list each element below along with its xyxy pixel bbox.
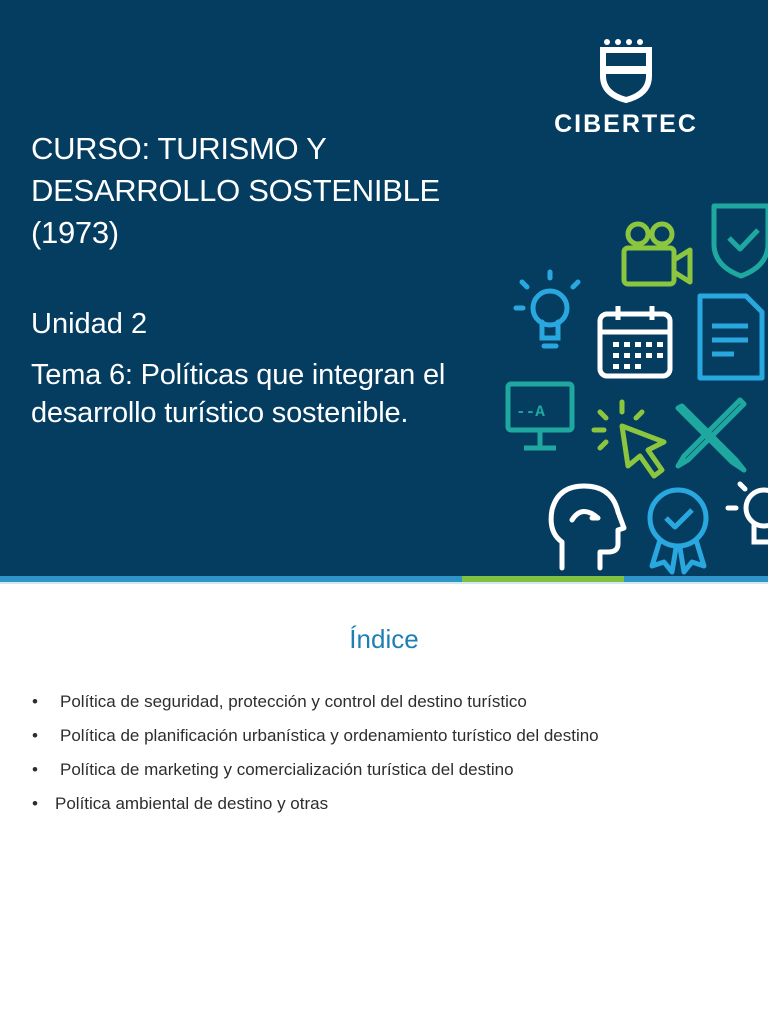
cursor-click-icon <box>594 402 664 476</box>
divider <box>0 582 768 584</box>
logo-text: CIBERTEC <box>554 110 698 138</box>
list-item-text: Política de seguridad, protección y control del destino turístico <box>60 692 527 711</box>
document-icon <box>700 296 762 378</box>
pencil-ruler-icon <box>678 400 744 470</box>
list-item <box>30 724 599 747</box>
icon-collage <box>500 190 768 576</box>
lightbulb-icon <box>728 484 768 542</box>
lightbulb-icon <box>516 272 578 346</box>
list-item-text: Política de planificación urbanística y ordenamiento turístico del destino <box>60 726 599 745</box>
list-item <box>30 792 599 815</box>
bullet: • <box>32 794 38 813</box>
list-item <box>30 758 599 781</box>
topic-title: Tema 6: Políticas que integran el desarrollo turístico sostenible. <box>31 359 446 429</box>
head-mind-icon <box>551 486 624 568</box>
index-heading: Índice <box>349 624 419 654</box>
list-item-text: Política de marketing y comercialización turística del destino <box>60 760 514 779</box>
list-item <box>30 690 599 713</box>
calendar-dots <box>613 342 663 369</box>
video-camera-icon <box>624 224 690 284</box>
list-item-text: Política ambiental de destino y otras <box>55 794 329 813</box>
bullet: • <box>32 760 38 779</box>
monitor-screen-text: --A <box>516 403 545 421</box>
cibertec-logo <box>548 36 704 140</box>
award-badge-icon <box>650 490 706 572</box>
bullet: • <box>32 726 38 745</box>
shield-logo-icon <box>548 36 704 110</box>
shield-check-icon <box>714 206 768 276</box>
course-title: CURSO: TURISMO Y DESARROLLO SOSTENIBLE (1973) <box>31 131 440 250</box>
bullet: • <box>32 692 38 711</box>
unit-label: Unidad 2 <box>31 308 148 340</box>
index-list <box>30 690 599 826</box>
